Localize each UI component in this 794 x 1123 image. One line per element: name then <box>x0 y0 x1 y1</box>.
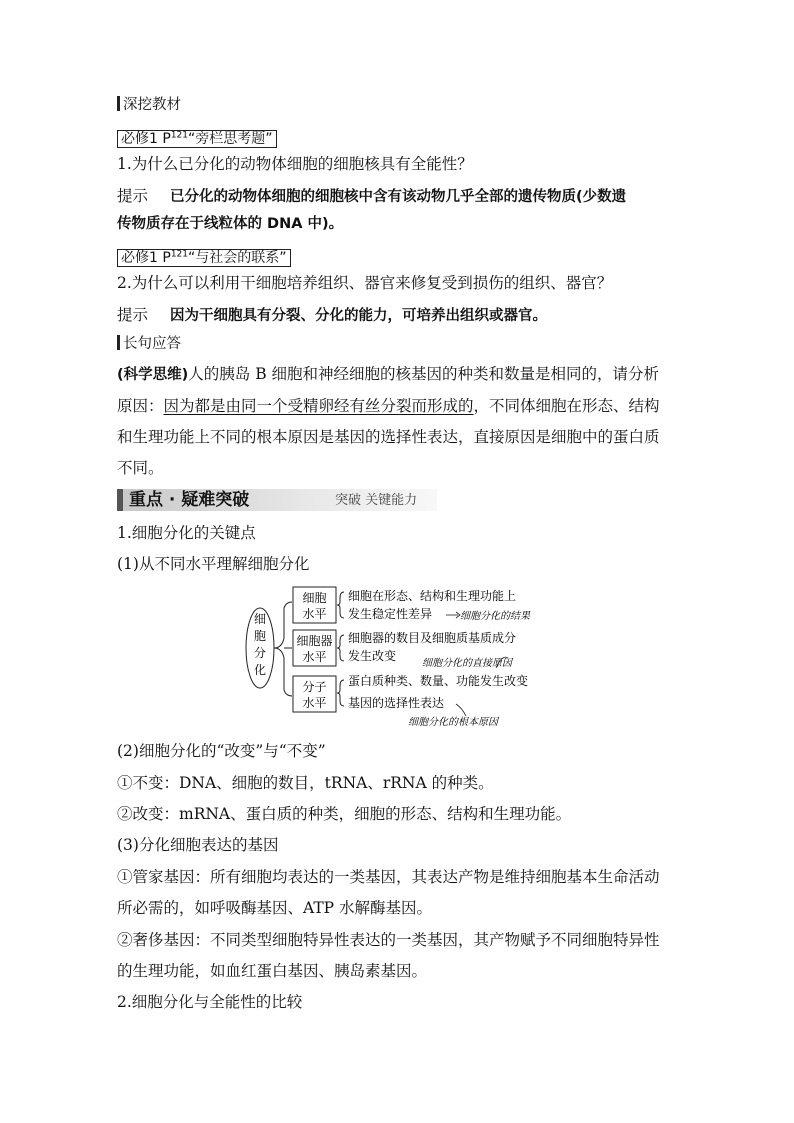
heading-1-3: (3)分化细胞表达的基因 <box>117 836 279 854</box>
heading-bar-icon <box>117 96 120 111</box>
root-char-4: 化 <box>253 663 267 677</box>
desc-cell-1: 细胞在形态、结构和生理功能上 <box>348 589 517 603</box>
q2-tag: 必修1 $P^{121}“$与社会的联系” <box>117 244 291 268</box>
svg-text:细胞: 细胞 <box>302 591 327 605</box>
root-char-2: 胞 <box>253 629 267 643</box>
q1-answer-line2: 传物质存在于线粒体的 DNA 中)。 <box>117 216 344 232</box>
q1-tag: 必修1 $P^{121}“$旁栏思考题” <box>117 125 277 149</box>
desc-molecule-2: 基因的选择性表达 <box>348 696 445 710</box>
section-heading-textbook: 深挖教材 <box>117 95 181 115</box>
desc-molecule-1: 蛋白质种类、数量、功能发生改变 <box>348 674 529 688</box>
change-line: ②改变：mRNA、蛋白质的种类，细胞的形态、结构和生理功能。 <box>117 805 572 823</box>
banner-subtitle: 突破 关键能力 <box>335 493 418 508</box>
invariant-line: ①不变：DNA、细胞的数目，tRNA、rRNA 的种类。 <box>117 774 494 792</box>
desc-organelle-1: 细胞器的数目及细胞质基质成分 <box>348 631 517 645</box>
luxury-line1: ②奢侈基因：不同类型细胞特异性表达的一类基因，其产物赋予不同细胞特异性 <box>117 931 660 949</box>
long-answer-line1: (科学思维)人的胰岛 B 细胞和神经细胞的核基因的种类和数量是相同的，请分析 <box>117 365 660 383</box>
heading-2: 2.细胞分化与全能性的比较 <box>117 993 303 1011</box>
q2-question: 2.为什么可以利用干细胞培养组织、器官来修复受到损伤的组织、器官？ <box>117 274 613 292</box>
long-answer-line4: 不同。 <box>117 459 164 477</box>
heading-1: 1.细胞分化的关键点 <box>117 524 256 542</box>
heading-1-1: (1)从不同水平理解细胞分化 <box>117 555 310 573</box>
note-direct-cause: 细胞分化的直接原因 <box>422 658 512 669</box>
q1-answer-line1: 提示 已分化的动物体细胞的细胞核中含有该动物几乎全部的遗传物质(少数遗 <box>117 187 627 205</box>
heading-bar-icon <box>117 335 120 350</box>
luxury-line2: 的生理功能，如血红蛋白基因、胰岛素基因。 <box>117 962 428 980</box>
heading-1-2: (2)细胞分化的“改变”与“不变” <box>117 742 326 760</box>
root-char-3: 分 <box>253 646 267 660</box>
svg-text:细胞器: 细胞器 <box>296 634 333 648</box>
svg-text:水平: 水平 <box>302 696 327 710</box>
q2-answer: 提示 因为干细胞具有分裂、分化的能力，可培养出组织或器官。 <box>117 306 548 324</box>
brace-lower <box>274 648 292 696</box>
svg-text:水平: 水平 <box>302 650 327 664</box>
brace-upper <box>274 602 292 648</box>
section-heading-long-answer: 长句应答 <box>117 334 181 354</box>
long-answer-line3: 和生理功能上不同的根本原因是基因的选择性表达，直接原因是细胞中的蛋白质 <box>117 428 660 446</box>
long-answer-line2: 原因：因为都是由同一个受精卵经有丝分裂而形成的，不同体细胞在形态、结构 <box>117 397 660 415</box>
section-banner <box>117 487 437 513</box>
svg-text:分子: 分子 <box>302 680 327 694</box>
svg-text:水平: 水平 <box>302 607 327 621</box>
housekeeping-line1: ①管家基因：所有细胞均表达的一类基因，其表达产物是维持细胞基本生命活动 <box>117 868 660 886</box>
desc-cell-2: 发生稳定性差异 <box>348 607 433 621</box>
q1-question: 1.为什么已分化的动物体细胞的细胞核具有全能性？ <box>117 155 473 173</box>
desc-organelle-2: 发生改变 <box>348 649 397 663</box>
root-char-1: 细 <box>253 612 267 626</box>
housekeeping-line2: 所必需的，如呼吸酶基因、ATP 水解酶基因。 <box>117 899 433 917</box>
note-root-cause: 细胞分化的根本原因 <box>408 717 498 728</box>
differentiation-diagram <box>240 582 560 732</box>
banner-title: 重点 · 疑难突破 <box>129 490 250 510</box>
note-result: 细胞分化的结果 <box>460 611 530 622</box>
